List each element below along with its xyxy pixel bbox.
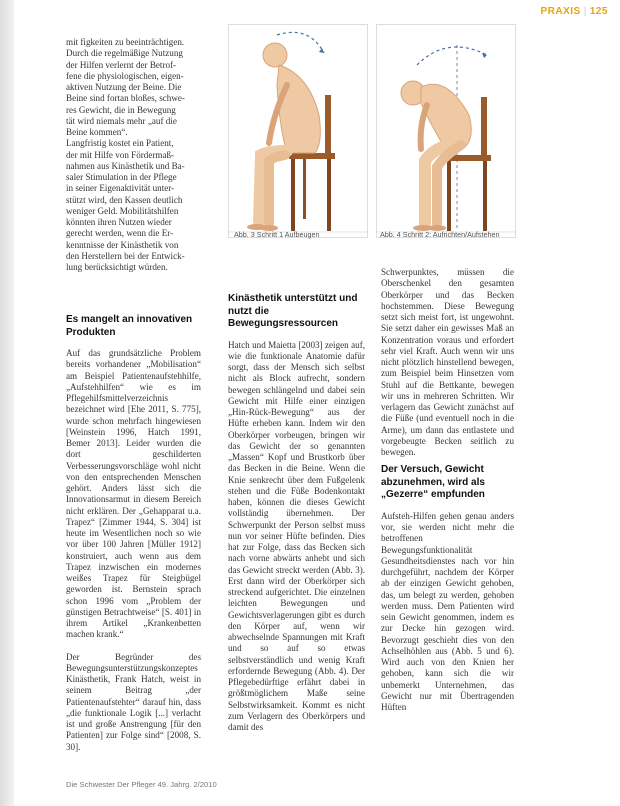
col1-line: den Herstellern bei der Entwick-	[66, 250, 185, 261]
col1-line: stützt wird, den Kassen deutlich	[66, 194, 183, 205]
col1-line: nahmen aus Kinästhetik und Ba-	[66, 160, 185, 171]
body-paragraph: Hatch und Maietta [2003] zeigen auf, wie die funktionale Anatomie dafür sorgt, dass der Mensch sich selbst nicht als Block aufrecht, sondern bewegen schlängelnd und dabei sein Gewicht mit Hilfe einer einzigen „Hin-Rück-Bewegung“ aus der Hüfte erheben kann. Indem wir den Oberkörper vorbeugen, bringen wir das Gewicht der so genannten „Massen“ Kopf und Brustkorb über das Becken in die Beine. Wenn die Knie senkrecht über dem Fußgelenk stehen und die Füße Bodenkontakt haben, können die dieses Gewicht vollständig übernehmen. Der Schwerpunkt der Person selbst muss nun vor seiner Hüfte befinden. Dies hat zur Folge, dass das Becken sich nach vorne abwärts anhebt und sich das Gewicht streckt werden (Abb. 3). Erst dann wird der Oberkörper sich streckend aufgerichtet. Die einzelnen leichten Bewegungen und Gewichtsverlagerungen gibt es durch den Körper auf, wenn wir abwechselnde Spannungen mit Kraft und so auf so etwas selbstverständlich und wenig Kraft erfordernde Bewegung (Abb. 4). Der Pflegebedürftige erfährt dabei in größtmöglichem Maße seine Selbstwirksamkeit. Kommt es nicht zum Verlagern des Oberkörpers und damit des	[228, 339, 365, 732]
col1-line: Beine kommen“.	[66, 127, 128, 137]
figure-3	[228, 24, 368, 238]
section-heading: Es mangelt an innovativen Produkten	[66, 314, 193, 338]
section-heading: Kinästhetik unterstützt und nutzt die Bewegungsressourcen	[228, 293, 358, 329]
page-edge-shadow	[0, 0, 14, 806]
body-paragraph: Schwerpunktes, müssen die Oberschenkel den gesamten Oberkörper und das Becken hochstemmen. Diese Bewegung setzt sich meist fort, ist ungewohnt. Sie setzt daher ein gewisses Maß an Konzentration voraus und erfordert sehr viel Kraft. Auch wenn wir uns nicht plötzlich hinstellend bewegen, zum Beispiel beim Hinsetzen vom Stuhl auf die Bettkante, bewegen wir uns in mehreren Schritten. Wir verlagern das Gewicht zunächst auf die Füße (und eventuell noch in die Arme), um dann das entlastete und vorgebeugte Becken seitlich zu bewegen.	[381, 267, 514, 457]
col1-line: aktiven Nutzung der Beine. Die	[66, 82, 182, 92]
header-page-number: 125	[589, 6, 608, 17]
body-paragraph: Aufsteh-Hilfen gehen genau anders vor, sie werden nicht mehr die betroffenen Bewegungsfunktionalität Gesundheitsdienstes nach vor hin durchgeführt, nachdem der Körper ab der einzigen Gewicht gehoben, das, um belegt zu werden, gehoben werden muss. Dem Patienten wird sein Gewicht genommen, indem es zur Decke hin gezogen wird. Bevorzugt geschieht dies von den Achselhöhlen aus (Abb. 5 und 6). Wird auch von den Knien her gehoben, kann sich die wir unbemerkt Unternehmen, das Gewicht nur mit Übertragenden Hüften	[381, 510, 514, 712]
col1-line: mit figkeiten zu beeinträchtigen.	[66, 37, 185, 47]
col1-line: tät wird niemals mehr „auf die	[66, 115, 177, 126]
column-2	[228, 287, 365, 733]
column-3	[381, 267, 514, 713]
column-1-top	[66, 37, 201, 273]
figure-3-caption: Abb. 3 Schritt 1 Aufbeugen	[234, 230, 320, 239]
col1-line: der Hilfen verlernt der Betrof-	[66, 59, 177, 70]
col1-line: Durch die regelmäßige Nutzung	[66, 48, 183, 59]
figure-4-caption: Abb. 4 Schritt 2: Aufrichten/Aufstehen	[380, 230, 500, 239]
figure-4-illustration	[377, 25, 515, 237]
col1-line: Beine sind fortan bloßes, schwe-	[66, 93, 185, 104]
col1-line: lung berücksichtigt würden.	[66, 262, 168, 272]
figure-3-illustration	[229, 25, 367, 237]
col1-line: fene die physiologischen, eigen-	[66, 70, 184, 81]
page-footer: Die Schwester Der Pfleger 49. Jahrg. 2/2010	[66, 780, 217, 789]
figure-row	[228, 24, 516, 250]
col1-line: kenntnisse der Kinästhetik von	[66, 239, 179, 250]
col1-line: in seiner Eigenaktivität unter-	[66, 183, 175, 194]
section-heading: Der Versuch, Gewicht abzunehmen, wird als „Gezerre“ empfunden	[381, 464, 485, 501]
figure-4	[376, 24, 516, 238]
body-paragraph: Auf das grundsätzliche Problem bereits vorhandener „Mobilisation“ am Beispiel Patientenaufstehhilfe, „Aufstehhilfen“ wie es im Pflegehilfsmittelverzeichnis bezeichnet wird [Ehe 2011, S. 775], wurde schon mehrfach hingewiesen [Weinstein 1996, Hatch 1991, Bemer 2013]. Leider wurden die dort geschilderten Verbesserungsvorschläge wohl nicht von den entsprechenden Menschen gehört. Anders lässt sich die Innovationsarmut in diesem Bereich nicht erklären. Der „Gehapparat u.a. Trapez“ [Zimmer 1944, S. 304] ist heute im Wesentlichen noch so wie vor über 100 Jahren [Müller 1912] konstruiert, auch wenn aus dem Trapez inzwischen ein modernes weißes Trapez für Steigbügel geworden ist. Bernstein sprach schon 1996 vom „Problem der günstigen Betrachtweise“ [S. 401] in ihrem Artikel „Krankenbetten machen krank.“	[66, 348, 201, 640]
col1-line: weniger Geld. Mobilitätshilfen	[66, 205, 179, 216]
col1-line: saler Stimulation in der Pflege	[66, 172, 177, 182]
column-1-bottom	[66, 308, 201, 753]
body-paragraph: Der Begründer des Bewegungsunterstützungskonzeptes Kinästhetik, Frank Hatch, weist in seinem Beitrag „der Patientenaufstehter“ darauf hin, dass „die funktionale Logik [...] verlacht ist und große Anstrengung [für den Patienten] zur Folge sind“ [2008, S. 30].	[66, 651, 201, 752]
figure-captions	[228, 230, 516, 242]
col1-line: könnten ihren Nutzen wieder	[66, 217, 172, 227]
col1-line: res Gewicht, die in Bewegung	[66, 104, 176, 115]
col1-line: der mit Hilfe von Fördermaß-	[66, 149, 175, 160]
header-section: PRAXIS	[540, 6, 581, 17]
running-header: PRAXIS | 125	[540, 6, 608, 17]
col1-line: gerecht werden, wenn die Er-	[66, 228, 174, 239]
col1-line: Langfristig kostet ein Patient,	[66, 138, 174, 149]
